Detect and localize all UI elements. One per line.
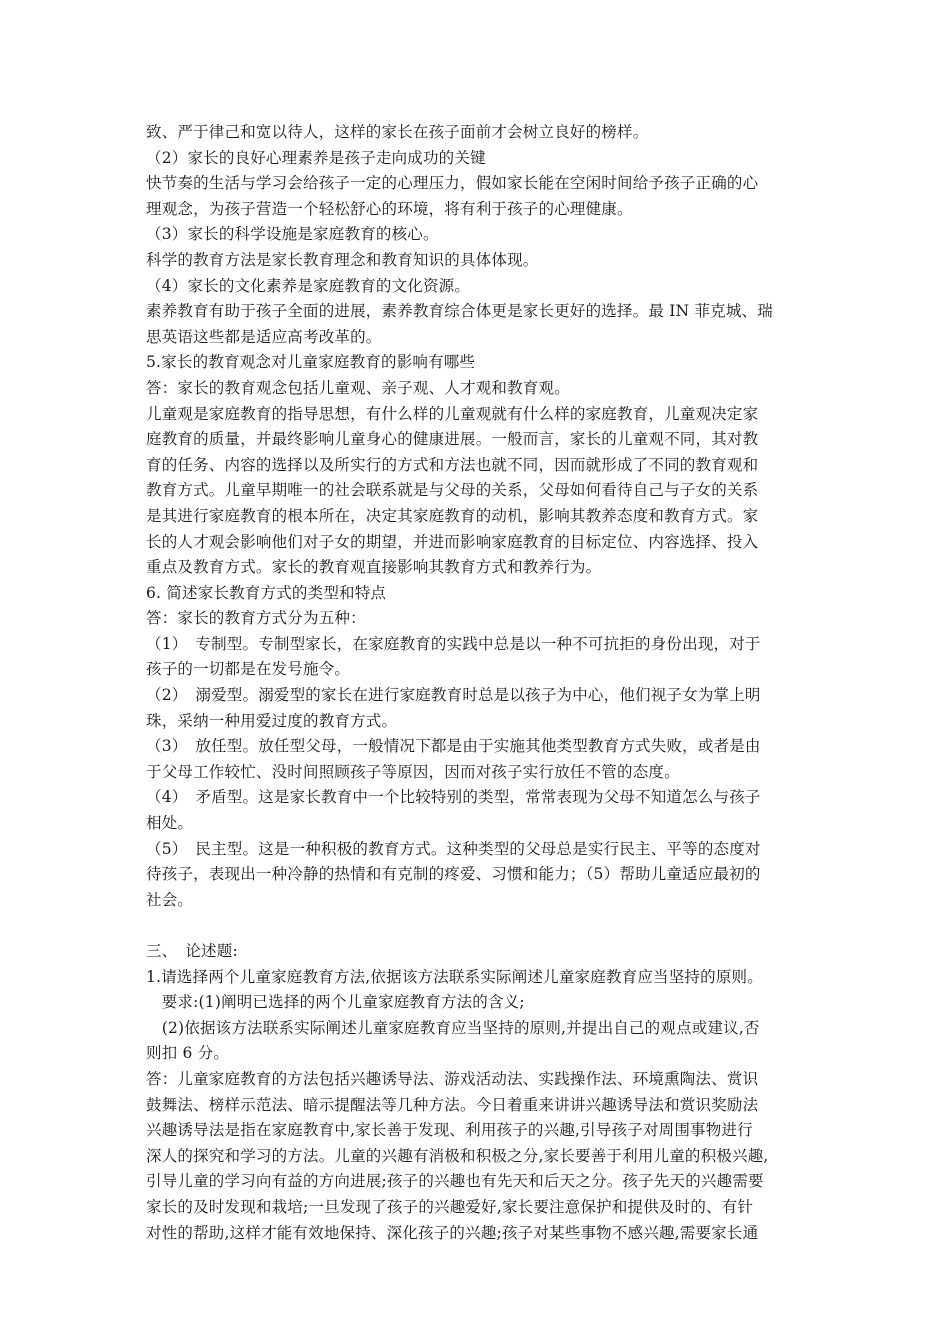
text-line: 要求:(1)阐明已选择的两个儿童家庭教育方法的含义; [146, 993, 525, 1012]
text-line: （2） 溺爱型。溺爱型的家长在进行家庭教育时总是以孩子为中心，他们视子女为掌上明 [146, 686, 761, 705]
text-line: 三、 论述题: [146, 942, 238, 960]
text-line: 科学的教育方法是家长教育理念和教育知识的具体体现。 [146, 250, 539, 269]
text-line: 孩子的一切都是在发号施令。 [146, 660, 351, 679]
text-line: 答：家长的教育观念包括儿童观、亲子观、人才观和教育观。 [146, 378, 570, 397]
text-line: 相处。 [146, 814, 194, 833]
text-line: 答：儿童家庭教育的方法包括兴趣诱导法、游戏活动法、实践操作法、环境熏陶法、赏识 [146, 1069, 759, 1088]
text-line: 于父母工作较忙、没时间照顾孩子等原因，因而对孩子实行放任不管的态度。 [146, 762, 680, 781]
text-line: 育的任务、内容的选择以及所实行的方式和方法也就不同，因而就形成了不同的教育观和 [146, 455, 759, 474]
text-line: 理观念，为孩子营造一个轻松舒心的环境，将有利于孩子的心理健康。 [146, 199, 633, 218]
text-line: 对性的帮助,这样才能有效地保持、深化孩子的兴趣;孩子对某些事物不感兴趣,需要家长通 [146, 1223, 759, 1242]
text-line: 1.请选择两个儿童家庭教育方法,依据该方法联系实际阐述儿童家庭教育应当坚持的原则。 [146, 967, 763, 986]
text-line: 家长的及时发现和栽培;一旦发现了孩子的兴趣爱好,家长要注意保护和提供及时的、有针 [146, 1197, 754, 1216]
text-line: 庭教育的质量，并最终影响儿童身心的健康进展。一般而言，家长的儿童观不同，其对教 [146, 430, 759, 449]
text-line: 教育方式。儿童早期唯一的社会联系就是与父母的关系，父母如何看待自己与子女的关系 [146, 481, 759, 500]
text-line: 兴趣诱导法是指在家庭教育中,家长善于发现、利用孩子的兴趣,引导孩子对周围事物进行 [146, 1121, 753, 1140]
text-line: （4）家长的文化素养是家庭教育的文化资源。 [146, 276, 471, 295]
text-line: 引导儿童的学习向有益的方向进展;孩子的兴趣也有先天和后天之分。孩子先天的兴趣需要 [146, 1172, 764, 1191]
text-line: 快节奏的生活与学习会给孩子一定的心理压力，假如家长能在空闲时间给予孩子正确的心 [146, 174, 759, 193]
text-line: （5） 民主型。这是一种积极的教育方式。这种类型的父母总是实行民主、平等的态度对 [146, 839, 761, 858]
text-line: 致、严于律己和宽以待人，这样的家长在孩子面前才会树立良好的榜样。 [146, 123, 649, 141]
text-line: 5.家长的教育观念对儿童家庭教育的影响有哪些 [146, 353, 476, 372]
text-line: 重点及教育方式。家长的教育观直接影响其教育方式和教养行为。 [146, 558, 602, 577]
text-line: 素养教育有助于孩子全面的进展，素养教育综合体更是家长更好的选择。最 IN 菲克城、瑞 [146, 302, 773, 321]
text-line: 儿童观是家庭教育的指导思想，有什么样的儿童观就有什么样的家庭教育，儿童观决定家 [146, 404, 759, 423]
text-line: （4） 矛盾型。这是家长教育中一个比较特别的类型，常常表现为父母不知道怎么与孩子 [146, 788, 761, 807]
text-line: （3） 放任型。放任型父母，一般情况下都是由于实施其他类型教育方式失败，或者是由 [146, 737, 761, 756]
text-line: 鼓舞法、榜样示范法、暗示提醒法等几种方法。今日着重来讲讲兴趣诱导法和赏识奖励法 [146, 1095, 759, 1114]
text-line: 答：家长的教育方式分为五种： [146, 609, 366, 628]
text-line: 是其进行家庭教育的根本所在，决定其家庭教育的动机，影响其教养态度和教育方式。家 [146, 506, 759, 525]
document-body [146, 120, 818, 1246]
text-line: （3）家长的科学设施是家庭教育的核心。 [146, 225, 439, 244]
text-line: 则扣 6 分。 [146, 1044, 230, 1063]
blank-line [146, 913, 818, 939]
text-line: (2)依据该方法联系实际阐述儿童家庭教育应当坚持的原则,并提出自己的观点或建议,否 [146, 1018, 760, 1037]
text-line: 深人的探究和学习的方法。儿童的兴趣有消极和积极之分,家长要善于利用儿童的积极兴趣, [146, 1146, 769, 1165]
text-line: （2）家长的良好心理素养是孩子走向成功的关键 [146, 148, 486, 167]
text-line: 6. 简述家长教育方式的类型和特点 [146, 583, 387, 602]
text-line: 待孩子，表现出一种冷静的热情和有克制的疼爱、习惯和能力；（5）帮助儿童适应最初的 [146, 865, 761, 884]
text-line: （1） 专制型。专制型家长，在家庭教育的实践中总是以一种不可抗拒的身份出现，对于 [146, 634, 761, 653]
text-line: 珠，采纳一种用爱过度的教育方式。 [146, 711, 398, 730]
text-line: 思英语这些都是适应高考改革的。 [146, 327, 382, 346]
text-line: 社会。 [146, 890, 194, 909]
text-line: 长的人才观会影响他们对子女的期望，并进而影响家庭教育的目标定位、内容选择、投入 [146, 532, 759, 551]
